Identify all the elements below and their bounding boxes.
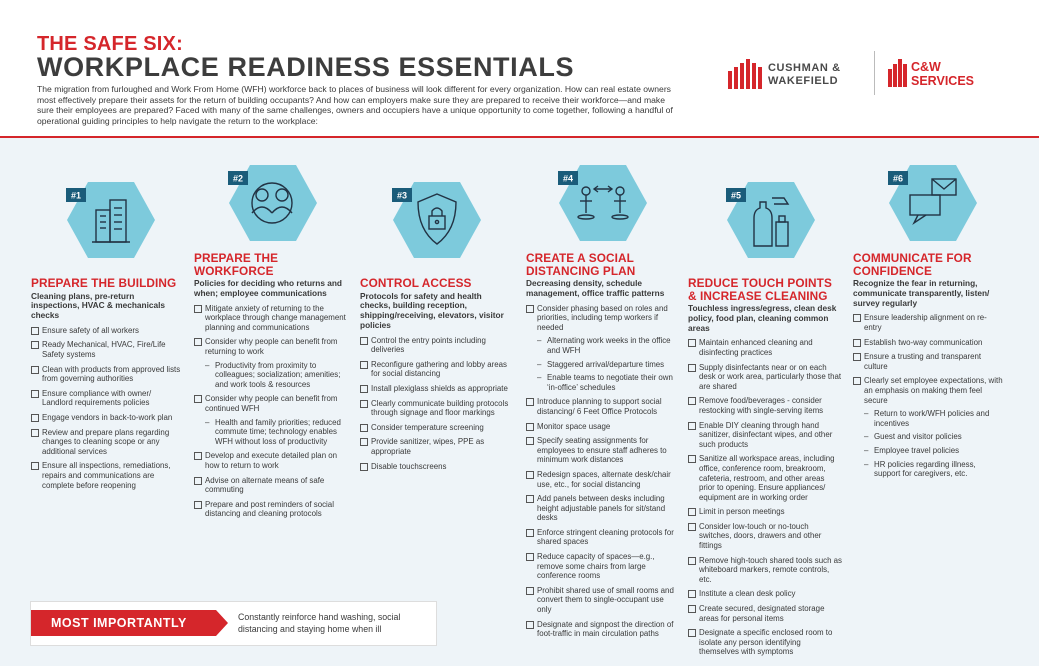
checklist-item: Designate and signpost the direction of foot-traffic in main circulation paths <box>526 620 680 639</box>
checklist-item: Clearly communicate building protocols through signage and floor markings <box>360 399 512 418</box>
checklist-item: Ensure all inspections, remediations, repairs and communications are complete before reopening <box>31 461 183 490</box>
checklist-item: Consider temperature screening <box>360 423 512 433</box>
checklist-item: Provide sanitizer, wipes, PPE as appropriate <box>360 437 512 456</box>
checklist-subitem: – Alternating work weeks in the office and WFH <box>526 336 680 355</box>
section-title: PREPARE THE BUILDING <box>31 276 177 290</box>
checklist <box>360 336 512 472</box>
checklist-item: Ready Mechanical, HVAC, Fire/Life Safety systems <box>31 340 183 359</box>
checklist-item: Designate a specific enclosed room to isolate any person identifying themselves with symptoms <box>688 628 842 657</box>
hex-people <box>228 163 318 243</box>
section-subtitle: Protocols for safety and health checks, building reception, shipping/receiving, elevators, visitor policies <box>360 290 504 330</box>
checklist-item: Enable DIY cleaning through hand sanitizer, disinfectant wipes, and other such products <box>688 421 842 450</box>
checklist-item: Prepare and post reminders of social distancing and cleaning protocols <box>194 500 349 519</box>
section-reduce-touch-points <box>688 277 842 662</box>
checklist-item: Add panels between desks including height adjustable panels for sit/stand desks <box>526 494 680 523</box>
checklist-item: Install plexiglass shields as appropriate <box>360 384 512 394</box>
checklist-item: Consider why people can benefit from continued WFH <box>194 394 349 413</box>
checklist <box>688 338 842 657</box>
hex-distancing <box>558 163 648 243</box>
section-communicate <box>853 252 1003 484</box>
checklist-subitem: – Return to work/WFH policies and incentives <box>853 409 1003 428</box>
checklist-item: Advise on alternate means of safe commuting <box>194 476 349 495</box>
most-importantly-text: Constantly reinforce hand washing, social distancing and staying home when ill <box>238 612 401 634</box>
section-subtitle: Cleaning plans, pre-return inspections, HVAC & mechanicals checks <box>31 290 166 321</box>
checklist-item: Sanitize all workspace areas, including office, conference room, breakroom, cafeteria, restroom, and other areas prior to opening. Ensure appliances/ equipment are in working order <box>688 454 842 502</box>
section-prepare-building <box>31 277 183 495</box>
services-line-1: C&W <box>911 60 941 74</box>
section-subtitle: Policies for deciding who returns and when; employee communications <box>194 278 342 298</box>
logo-divider <box>874 51 875 95</box>
checklist-item: Review and prepare plans regarding changes to cleaning scope or any additional services <box>31 428 183 457</box>
cw-services-logo-icon <box>888 59 908 87</box>
section-prepare-workforce <box>194 252 349 524</box>
checklist-subitem: – Enable teams to negotiate their own ‘in-office’ schedules <box>526 373 680 392</box>
checklist-item: Clearly set employee expectations, with an emphasis on making them feel secure <box>853 376 1003 405</box>
checklist-item: Consider phasing based on roles and priorities, including temp workers if needed <box>526 304 680 333</box>
section-number: #3 <box>396 190 408 201</box>
checklist-item: Reconfigure gathering and lobby areas for social distancing <box>360 360 512 379</box>
cushman-wakefield-logo-icon <box>728 59 762 89</box>
header <box>0 0 1039 134</box>
section-title: CONTROL ACCESS <box>360 276 472 290</box>
checklist <box>31 326 183 490</box>
checklist-item: Remove high-touch shared tools such as whiteboard markers, remote controls, etc. <box>688 556 842 585</box>
intro-paragraph: The migration from furloughed and Work From Home (WFH) workforce back to places of business will look different for every organization. How can real estate owners most effectively prepare their assets for the return of building occupants? And how can employers make sure they are prepared to receive their workforce—and make sure their employees are prepared? Faced with many of the same challenges, owners and occupiers have a unique opportunity to come together, following a handful of operational guiding principles to help navigate the return to the workplace: <box>37 84 673 126</box>
title-line-2: WORKPLACE READINESS ESSENTIALS <box>37 52 575 82</box>
section-title: REDUCE TOUCH POINTS & INCREASE CLEANING <box>688 276 832 303</box>
section-number: #5 <box>730 190 742 201</box>
checklist-item: Ensure safety of all workers <box>31 326 183 336</box>
section-subtitle: Recognize the fear in returning, communicate transparently, listen/ survey regularly <box>853 278 990 308</box>
checklist-item: Maintain enhanced cleaning and disinfecting practices <box>688 338 842 357</box>
checklist-item: Ensure leadership alignment on re-entry <box>853 313 1003 332</box>
logo-line-1: CUSHMAN & <box>768 62 841 74</box>
checklist-item: Redesign spaces, alternate desk/chair use, etc., for social distancing <box>526 470 680 489</box>
checklist-subitem: – Health and family priorities; reduced commute time; technology enables WFH without loss of productivity <box>194 418 349 447</box>
most-importantly-box <box>30 601 437 646</box>
hex-cleaning <box>726 180 816 260</box>
checklist-item: Engage vendors in back-to-work plan <box>31 413 183 423</box>
cw-services-wordmark <box>911 60 974 88</box>
section-subtitle: Decreasing density, schedule management, office traffic patterns <box>526 278 665 298</box>
checklist-item: Create secured, designated storage areas for personal items <box>688 604 842 623</box>
section-subtitle: Touchless ingress/egress, clean desk policy, food plan, cleaning common areas <box>688 303 837 333</box>
section-title: PREPARE THE WORKFORCE <box>194 251 279 278</box>
checklist-subitem: – Guest and visitor policies <box>853 432 1003 442</box>
checklist-item: Ensure a trusting and transparent culture <box>853 352 1003 371</box>
checklist-item: Introduce planning to support social distancing/ 6 Feet Office Protocols <box>526 397 680 416</box>
checklist-item: Specify seating assignments for employees to ensure staff adheres to minimum work distances <box>526 436 680 465</box>
checklist-item: Clean with products from approved lists from governing authorities <box>31 365 183 384</box>
hex-communication <box>888 163 978 243</box>
checklist-subitem: – Staggered arrival/departure times <box>526 360 680 370</box>
checklist-subitem: – HR policies regarding illness, support for caregivers, etc. <box>853 460 1003 479</box>
checklist-item: Monitor space usage <box>526 422 680 432</box>
checklist-item: Consider low-touch or no-touch switches, doors, drawers and other fittings <box>688 522 842 551</box>
logo-line-2: WAKEFIELD <box>768 75 839 87</box>
checklist-item: Reduce capacity of spaces—e.g., remove some chairs from large conference rooms <box>526 552 680 581</box>
hex-lock <box>392 180 482 260</box>
checklist-item: Ensure compliance with owner/ Landlord requirements policies <box>31 389 183 408</box>
section-control-access <box>360 277 512 476</box>
checklist-item: Supply disinfectants near or on each desk or work area, particularly those that are shared <box>688 363 842 392</box>
checklist <box>194 304 349 519</box>
checklist-item: Enforce stringent cleaning protocols for shared spaces <box>526 528 680 547</box>
most-importantly-label: MOST IMPORTANTLY <box>31 610 216 636</box>
checklist-item: Limit in person meetings <box>688 507 842 517</box>
checklist-item: Remove food/beverages - consider restocking with single-serving items <box>688 396 842 415</box>
cushman-wakefield-wordmark <box>768 62 841 88</box>
section-number: #4 <box>562 173 574 184</box>
title-line-1: THE SAFE SIX: <box>37 33 183 55</box>
section-title: COMMUNICATE FOR CONFIDENCE <box>853 251 972 278</box>
checklist-item: Develop and execute detailed plan on how to return to work <box>194 451 349 470</box>
hex-building <box>66 180 156 260</box>
checklist <box>853 313 1003 478</box>
checklist-item: Mitigate anxiety of returning to the workplace through change management planning and communications <box>194 304 349 333</box>
checklist-item: Establish two-way communication <box>853 338 1003 348</box>
checklist <box>526 304 680 639</box>
section-number: #2 <box>232 173 244 184</box>
logo <box>728 55 998 95</box>
section-number: #6 <box>892 173 904 184</box>
section-social-distancing <box>526 252 680 644</box>
checklist-item: Disable touchscreens <box>360 462 512 472</box>
checklist-item: Prohibit shared use of small rooms and convert them to single-occupant use only <box>526 586 680 615</box>
checklist-subitem: – Employee travel policies <box>853 446 1003 456</box>
checklist-item: Control the entry points including deliveries <box>360 336 512 355</box>
section-number: #1 <box>70 190 82 201</box>
checklist-item: Institute a clean desk policy <box>688 589 842 599</box>
checklist-item: Consider why people can benefit from returning to work <box>194 337 349 356</box>
section-title: CREATE A SOCIAL DISTANCING PLAN <box>526 251 636 278</box>
checklist-subitem: – Productivity from proximity to colleagues; socialization; amenities; and work tools & resources <box>194 361 349 390</box>
services-line-2: SERVICES <box>911 74 974 88</box>
